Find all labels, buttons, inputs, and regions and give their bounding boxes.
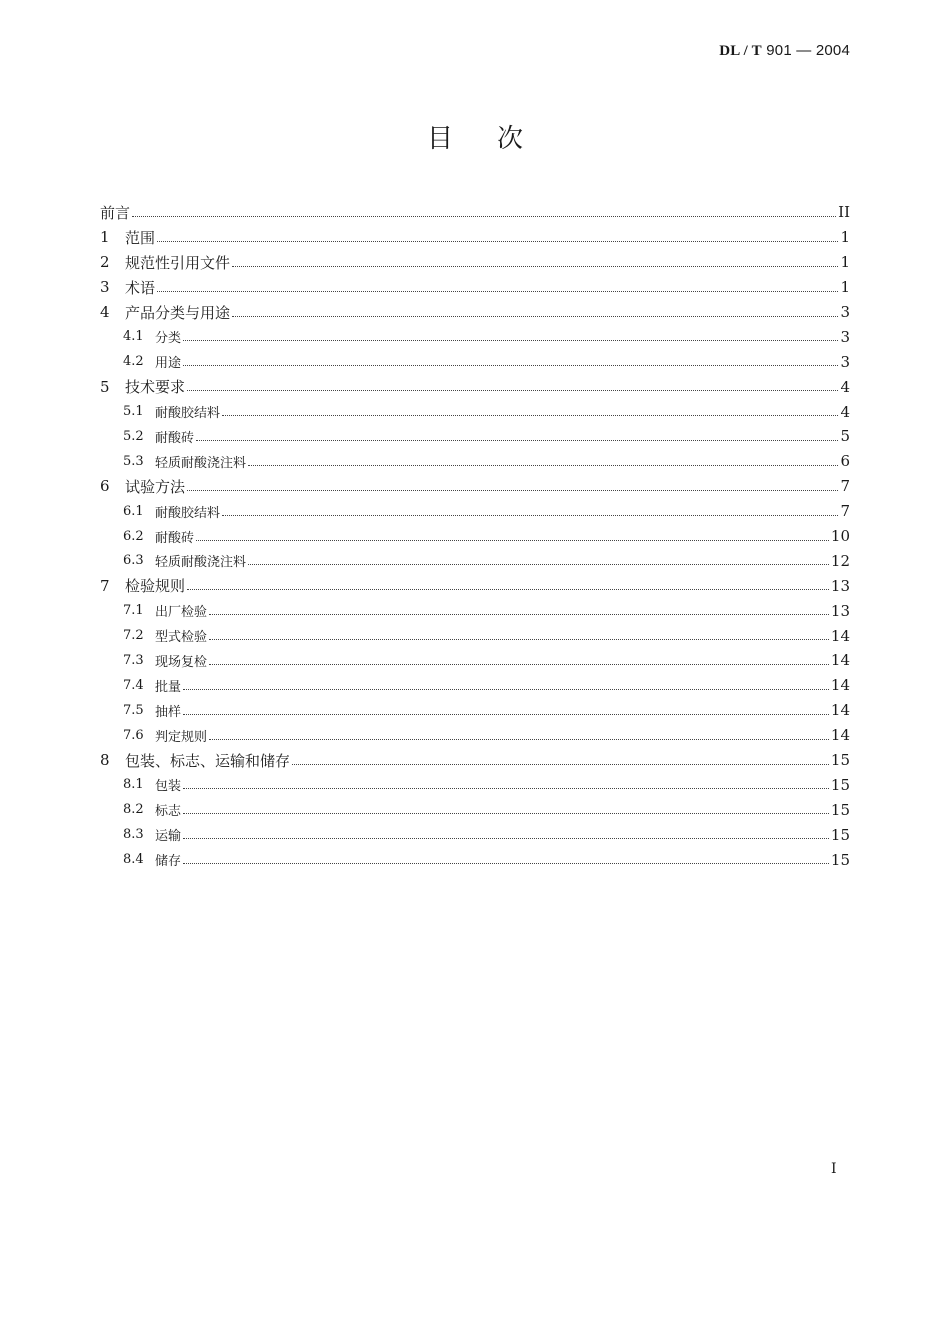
toc-entry-number: 7.4 <box>123 677 144 693</box>
dot-leader <box>187 589 829 590</box>
toc-entry-number: 7.1 <box>123 603 144 619</box>
toc-entry[interactable] <box>100 623 850 648</box>
toc-entry[interactable] <box>100 250 850 275</box>
toc-entry-page: 10 <box>830 527 850 546</box>
toc-entry-page: 7 <box>840 502 850 521</box>
toc-entry[interactable] <box>100 374 850 399</box>
toc-entry-title: 标志 <box>155 804 182 820</box>
toc-entry-page: 1 <box>840 228 850 247</box>
dot-leader <box>209 639 829 640</box>
toc-entry-page: 15 <box>830 825 850 844</box>
toc-entry-page: 3 <box>840 352 850 371</box>
dot-leader <box>248 564 829 565</box>
toc-entry-number: 4.1 <box>123 329 144 345</box>
toc-entry[interactable] <box>100 598 850 623</box>
dot-leader <box>183 365 838 366</box>
toc-entry-title: 耐酸胶结料 <box>155 505 221 521</box>
dot-leader <box>187 490 838 491</box>
toc-entry-page: 3 <box>840 303 850 321</box>
toc-entry-number: 5.2 <box>123 428 144 444</box>
toc-entry-page: 14 <box>830 676 850 695</box>
toc-entry[interactable] <box>100 548 850 573</box>
toc-entry-page: 15 <box>830 775 850 794</box>
toc-entry-number: 6.2 <box>123 528 144 544</box>
dot-leader <box>222 515 838 516</box>
toc-entry[interactable] <box>100 822 850 847</box>
toc-entry-page: 3 <box>840 327 850 346</box>
toc-entry[interactable] <box>100 349 850 374</box>
toc-entry-number: 5.3 <box>123 453 144 469</box>
dot-leader <box>183 689 829 690</box>
table-of-contents <box>100 200 850 872</box>
dot-leader <box>183 838 829 839</box>
toc-entry-title: 储存 <box>155 854 182 870</box>
toc-entry-title: 试验方法 <box>125 477 186 496</box>
toc-entry-title: 批量 <box>155 679 182 695</box>
toc-entry[interactable] <box>100 225 850 250</box>
toc-entry[interactable] <box>100 324 850 349</box>
toc-entry-number: 6.1 <box>123 503 144 519</box>
toc-entry[interactable] <box>100 648 850 673</box>
toc-entry-page: 15 <box>830 850 850 869</box>
toc-entry-number: 4.2 <box>123 354 144 370</box>
toc-entry-number: 7 <box>100 576 110 595</box>
toc-entry-page: 15 <box>830 800 850 819</box>
toc-entry-number: 4 <box>100 303 110 321</box>
dot-leader <box>196 540 829 541</box>
toc-entry-title: 现场复检 <box>155 654 208 670</box>
toc-entry-page: 15 <box>830 751 850 770</box>
standard-prefix: DL / T <box>719 43 762 59</box>
toc-entry[interactable] <box>100 300 850 325</box>
standard-number: 901 — 2004 <box>766 42 850 59</box>
toc-entry-page: 4 <box>840 377 850 396</box>
toc-entry-number: 1 <box>100 228 110 247</box>
dot-leader <box>183 788 829 789</box>
toc-entry-title: 术语 <box>125 278 156 297</box>
dot-leader <box>183 813 829 814</box>
toc-entry-page: 12 <box>830 551 850 570</box>
toc-entry-title: 耐酸砖 <box>155 430 195 446</box>
toc-entry-title: 包装 <box>155 779 182 795</box>
dot-leader <box>183 863 829 864</box>
toc-entry-title: 耐酸胶结料 <box>155 406 221 422</box>
dot-leader <box>232 316 838 317</box>
dot-leader <box>187 390 838 391</box>
toc-entry[interactable] <box>100 847 850 872</box>
toc-entry[interactable] <box>100 573 850 598</box>
dot-leader <box>183 340 838 341</box>
toc-entry-number: 8 <box>100 751 110 770</box>
toc-entry[interactable] <box>100 275 850 300</box>
toc-entry-title: 耐酸砖 <box>155 530 195 546</box>
toc-entry-number: 8.4 <box>123 852 144 868</box>
toc-entry-page: 14 <box>830 726 850 745</box>
dot-leader <box>232 266 838 267</box>
toc-entry-title: 轻质耐酸浇注料 <box>155 555 247 571</box>
toc-entry-number: 7.5 <box>123 702 144 718</box>
toc-entry[interactable] <box>100 424 850 449</box>
toc-entry-page: 5 <box>840 427 850 446</box>
toc-entry-page: 6 <box>840 452 850 471</box>
toc-entry-title: 判定规则 <box>155 729 208 745</box>
dot-leader <box>209 614 829 615</box>
toc-entry-page: 1 <box>840 253 850 272</box>
dot-leader <box>209 739 829 740</box>
page-folio: I <box>831 1161 837 1177</box>
dot-leader <box>292 764 829 765</box>
toc-entry-number: 6.3 <box>123 553 144 569</box>
toc-entry-title: 规范性引用文件 <box>125 253 231 272</box>
toc-entry-number: 8.2 <box>123 802 144 818</box>
toc-entry[interactable] <box>100 797 850 822</box>
toc-entry-number: 7.3 <box>123 652 144 668</box>
toc-entry-title: 包装、标志、运输和储存 <box>125 751 291 770</box>
toc-entry-number: 2 <box>100 253 110 272</box>
toc-entry-number: 7.2 <box>123 628 144 644</box>
toc-entry[interactable] <box>100 748 850 773</box>
dot-leader <box>196 440 838 441</box>
toc-entry-title: 检验规则 <box>125 577 186 596</box>
toc-entry-page: 1 <box>840 278 850 297</box>
standard-code <box>719 42 850 60</box>
toc-entry[interactable] <box>100 698 850 723</box>
toc-entry[interactable] <box>100 449 850 474</box>
toc-entry-page: 14 <box>830 701 850 720</box>
toc-entry-page: 7 <box>840 477 850 496</box>
dot-leader <box>183 714 829 715</box>
toc-title: 目次 <box>426 124 567 154</box>
toc-entry-title: 型式检验 <box>155 630 208 646</box>
toc-entry-page: 4 <box>840 402 850 421</box>
dot-leader <box>209 664 829 665</box>
toc-entry[interactable] <box>100 200 850 225</box>
toc-entry[interactable] <box>100 524 850 549</box>
toc-entry-number: 5 <box>100 377 110 396</box>
toc-entry[interactable] <box>100 399 850 424</box>
dot-leader <box>157 291 838 292</box>
dot-leader <box>132 216 836 217</box>
dot-leader <box>222 415 838 416</box>
toc-entry[interactable] <box>100 772 850 797</box>
toc-entry-title: 产品分类与用途 <box>125 303 231 322</box>
toc-entry-title: 前言 <box>100 203 131 222</box>
toc-entry-number: 3 <box>100 278 110 297</box>
toc-entry-title: 出厂检验 <box>155 605 208 621</box>
toc-entry-page: II <box>838 203 850 222</box>
toc-entry-number: 6 <box>100 477 110 496</box>
toc-entry[interactable] <box>100 723 850 748</box>
toc-entry-page: 14 <box>830 626 850 645</box>
toc-entry-title: 范围 <box>125 228 156 247</box>
dot-leader <box>248 465 838 466</box>
toc-entry-title: 技术要求 <box>125 378 186 397</box>
toc-entry-title: 分类 <box>155 331 182 347</box>
toc-entry[interactable] <box>100 673 850 698</box>
toc-entry-title: 轻质耐酸浇注料 <box>155 455 247 471</box>
toc-entry[interactable] <box>100 499 850 524</box>
toc-entry-number: 8.1 <box>123 777 144 793</box>
toc-entry-title: 用途 <box>155 356 182 372</box>
toc-entry-title: 运输 <box>155 829 182 845</box>
toc-entry-title: 抽样 <box>155 704 182 720</box>
dot-leader <box>157 241 838 242</box>
toc-entry-number: 5.1 <box>123 404 144 420</box>
toc-entry-page: 13 <box>830 601 850 620</box>
toc-entry-page: 13 <box>830 576 850 595</box>
toc-entry-page: 14 <box>830 651 850 670</box>
toc-entry-number: 7.6 <box>123 727 144 743</box>
toc-entry-number: 8.3 <box>123 827 144 843</box>
toc-entry[interactable] <box>100 474 850 499</box>
